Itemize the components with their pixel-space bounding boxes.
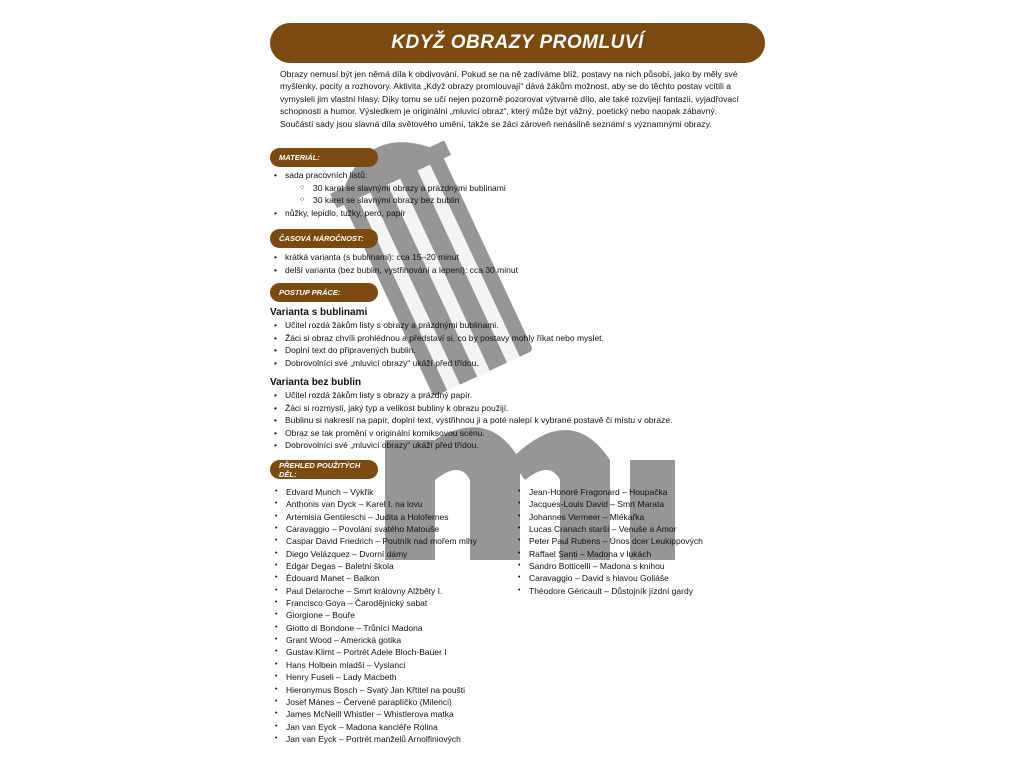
intro-paragraph: Obrazy nemusí být jen němá díla k obdivování. Pokud se na ně zadíváme blíž, postavy na nich působí, jako by měly své myšlenky, pocity a rozhovory. Aktivita „Když obrazy promlouvají“ dává žákům možnost, aby se do těchto postav vcítili a vymysleli jim vlastní hlasy. Díky tomu se učí nejen pozorně pozorovat výtvarné dílo, ale také rozvíjejí fantazii, vyjadřovací schopnosti a humor. Výsledkem je originální „mluvicí obraz“, který může být vážný, poetický nebo naopak zábavný.	[280, 69, 739, 117]
list-item: • Žáci si obraz chvíli prohlédnou a představí si, co by postavy mohly říkat nebo myslet.	[272, 332, 604, 345]
works-list-right	[518, 486, 703, 597]
list-item: • Édouard Manet – Balkon	[275, 572, 477, 584]
list-item: • Artemisia Gentileschi – Judita a Holofernes	[275, 511, 477, 523]
list-item: ○ 30 karet se slavnými obrazy a prázdnými bublinami	[285, 182, 506, 195]
works-heading: PŘEHLED POUŽITÝCH DĚL:	[270, 460, 378, 479]
variant-a-title: Varianta s bublinami	[270, 307, 368, 318]
list-item: • Giorgione – Bouře	[275, 609, 477, 621]
list-item	[272, 169, 506, 207]
list-item: • Jacques-Louis David – Smrt Marata	[518, 498, 703, 510]
list-item: • Edgar Degas – Baletní škola	[275, 560, 477, 572]
list-item: • Paul Delaroche – Smrt královny Alžběty I.	[275, 585, 477, 597]
list-item: • Doplní text do připravených bublin.	[272, 344, 604, 357]
list-item: • krátká varianta (s bublinami): cca 15–20 minut	[272, 251, 518, 264]
list-item: • Anthonis van Dyck – Karel I. na lovu	[275, 498, 477, 510]
list-item: • Grant Wood – Americká gotika	[275, 634, 477, 646]
intro-paragraph: Součástí sady jsou slavná díla světového umění, takže se žáci zároveň nenásilně seznámí s významnými obrazy.	[280, 118, 712, 129]
list-item: • Josef Mánes – Červené paraplíčko (Milenci)	[275, 696, 477, 708]
intro-text	[280, 68, 760, 130]
list-item: • Obraz se tak promění v originální komiksovou scénu.	[272, 427, 672, 440]
list-item: • Gustav Klimt – Portrét Adele Bloch-Bauer I	[275, 646, 477, 658]
variant-a-steps	[272, 319, 604, 369]
list-item: • Johannes Vermeer – Mlékařka	[518, 511, 703, 523]
list-item: • Jan van Eyck – Madona kancléře Rolina	[275, 721, 477, 733]
list-item: • Dobrovolníci své „mluvicí obrazy“ ukáží před třídou.	[272, 439, 672, 452]
variant-b-steps	[272, 389, 672, 452]
list-item: • Jan van Eyck – Portrét manželů Arnolfiniových	[275, 733, 477, 745]
page-title: KDYŽ OBRAZY PROMLUVÍ	[391, 32, 644, 53]
list-item: • Bublinu si nakreslí na papír, doplní text, vystřihnou ji a poté nalepí k vybrané postavě či místu v obraze.	[272, 414, 672, 427]
list-item: • Caravaggio – David s hlavou Goliáše	[518, 572, 703, 584]
list-item: • Giotto di Bondone – Trůnící Madona	[275, 622, 477, 634]
list-item: • Peter Paul Rubens – Únos dcer Leukippových	[518, 535, 703, 547]
time-heading: ČASOVÁ NÁROČNOST:	[270, 229, 378, 248]
procedure-heading: POSTUP PRÁCE:	[270, 283, 378, 302]
list-item: • Caravaggio – Povolání svatého Matouše	[275, 523, 477, 535]
list-item: • Francisco Goya – Čarodějnický sabat	[275, 597, 477, 609]
list-item: • Théodore Géricault – Důstojník jízdní gardy	[518, 585, 703, 597]
list-item: • delší varianta (bez bublin, vystřihování a lepení): cca 30 minut	[272, 264, 518, 277]
variant-b-title: Varianta bez bublin	[270, 377, 362, 388]
list-item: • Dobrovolníci své „mluvicí obrazy“ ukáží před třídou.	[272, 357, 604, 370]
time-list	[272, 251, 518, 276]
list-item: • Henry Fuseli – Lady Macbeth	[275, 671, 477, 683]
works-list-left	[275, 486, 477, 745]
list-item: • James McNeill Whistler – Whistlerova matka	[275, 708, 477, 720]
list-item: • nůžky, lepidlo, tužky, pero, papír	[272, 207, 506, 220]
title-banner	[270, 23, 765, 63]
material-sublist	[285, 182, 506, 207]
list-item: • Lucas Cranach starší – Venuše a Amor	[518, 523, 703, 535]
list-item: • Diego Velázquez – Dvorní dámy	[275, 548, 477, 560]
list-item: • Hans Holbein mladší – Vyslanci	[275, 659, 477, 671]
list-item: • Jean-Honoré Fragonard – Houpačka	[518, 486, 703, 498]
list-item: • Raffael Santi – Madona v lukách	[518, 548, 703, 560]
list-item: • Caspar David Friedrich – Poutník nad mořem mlhy	[275, 535, 477, 547]
list-item: • Edvard Munch – Výkřik	[275, 486, 477, 498]
list-item: • Učitel rozdá žákům listy s obrazy a prázdnými bublinami.	[272, 319, 604, 332]
list-item: • Žáci si rozmyslí, jaký typ a velikost bubliny k obrazu použijí.	[272, 402, 672, 415]
list-item: • Učitel rozdá žákům listy s obrazy a prázdný papír.	[272, 389, 672, 402]
list-item: • Hieronymus Bosch – Svatý Jan Křtitel na poušti	[275, 684, 477, 696]
material-heading: MATERIÁL:	[270, 148, 378, 167]
material-list	[272, 169, 506, 219]
list-item: • Sandro Botticelli – Madona s knihou	[518, 560, 703, 572]
list-item-text: sada pracovních listů:	[285, 170, 368, 180]
list-item: ○ 30 karet se slavnými obrazy bez bublin	[285, 194, 506, 207]
